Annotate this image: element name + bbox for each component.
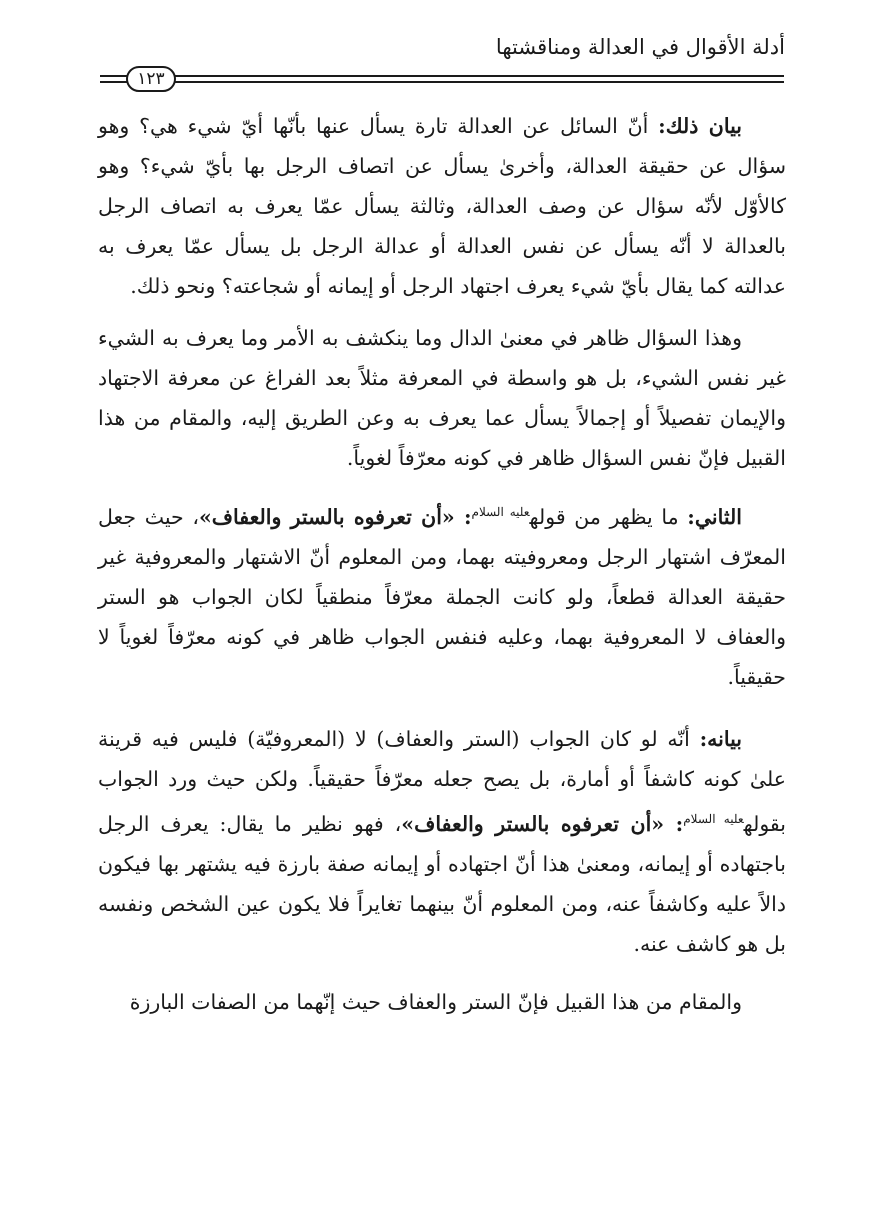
running-header-title: أدلة الأقوال في العدالة ومناقشتها	[495, 35, 785, 59]
header-rule	[100, 66, 784, 94]
hadith-quote: : «أن تعرفوه بالستر والعفاف»	[198, 504, 472, 529]
paragraph-second-argument	[98, 492, 786, 697]
paragraph-lead: بيانه:	[699, 726, 742, 751]
honorific-mark: عليه السلام	[471, 505, 530, 519]
paragraph-text: وهذا السؤال ظاهر في معنىٰ الدال وما ينكشف به الأمر وما يعرف به الشيء غير نفس الشيء، بل هو واسطة في المعرفة مثلاً بعد الفراغ عن معرفة الاجتهاد والإيمان تفصيلاً أو إجمالاً يسأل عما يعرف به وعن الطريق إليه، والمقام من هذا القبيل فإنّ نفس السؤال ظاهر في كونه معرّفاً لغوياً.	[98, 326, 786, 470]
paragraph-explanation	[98, 106, 786, 306]
paragraph-text: والمقام من هذا القبيل فإنّ الستر والعفاف حيث إنّهما من الصفات البارزة	[129, 989, 742, 1014]
paragraph-lead: بيان ذلك:	[658, 114, 742, 138]
main-text	[98, 106, 786, 1022]
paragraph-lead: الثاني:	[687, 504, 742, 529]
honorific-mark: عليه السلام	[683, 811, 744, 826]
hadith-quote: : «أن تعرفوه بالستر والعفاف»	[401, 811, 684, 836]
paragraph-text: ، فهو نظير ما يقال: يعرف الرجل باجتهاده أو إيمانه، ومعنىٰ هذا أنّ اجتهاده أو إيمانه صفة بارزة فيه يشتهر بها فيكون دالاً عليه وكاشفاً عنه، ومن المعلوم أنّ بينهما تغايراً فلا يكون عين الشخص ونفسه بل هو كاشف عنه.	[98, 811, 786, 956]
paragraph-text: ، حيث جعل المعرّف اشتهار الرجل ومعروفيته بهما، ومن المعلوم أنّ الاشتهار والمعروفية غير حقيقة العدالة قطعاً، ولو كانت الجملة معرّفاً منطقياً لكان الجواب هو الستر والعفاف لا المعروفية بهما، وعليه فنفس الجواب ظاهر في كونه معرّفاً لغوياً لا حقيقياً.	[98, 504, 786, 689]
header-rule-line-top	[100, 75, 784, 77]
page-number-badge: ١٢٣	[126, 66, 176, 92]
paragraph-text: أنّه لو كان الجواب (الستر والعفاف) لا (المعروفيّة) فليس فيه قرينة علىٰ كونه كاشفاً أو أمارة، بل يصح جعله معرّفاً حقيقياً. ولكن حيث ورد الجواب بقوله	[98, 726, 787, 836]
paragraph-text: أنّ السائل عن العدالة تارة يسأل عنها بأنّها أيّ شيء هي؟ وهو سؤال عن حقيقة العدالة، وأخرىٰ يسأل عن اتصاف الرجل بها بأيّ شيء؟ وهو كالأوّل لأنّه سؤال عن وصف العدالة، وثالثة يسأل عمّا يعرف به اتصاف الرجل بالعدالة لا أنّه يسأل عن نفس العدالة أو عدالة الرجل بل يسأل عمّا يعرف به عدالته كما يقال بأيّ شيء يعرف اجتهاد الرجل أو إيمانه أو شجاعته؟ ونحو ذلك.	[98, 114, 786, 298]
paragraph-continuation	[98, 982, 786, 1022]
paragraph-elaboration	[98, 719, 786, 964]
paragraph-question	[98, 318, 786, 478]
header-rule-line-bottom	[100, 81, 784, 83]
paragraph-text: ما يظهر من قوله	[529, 504, 688, 529]
